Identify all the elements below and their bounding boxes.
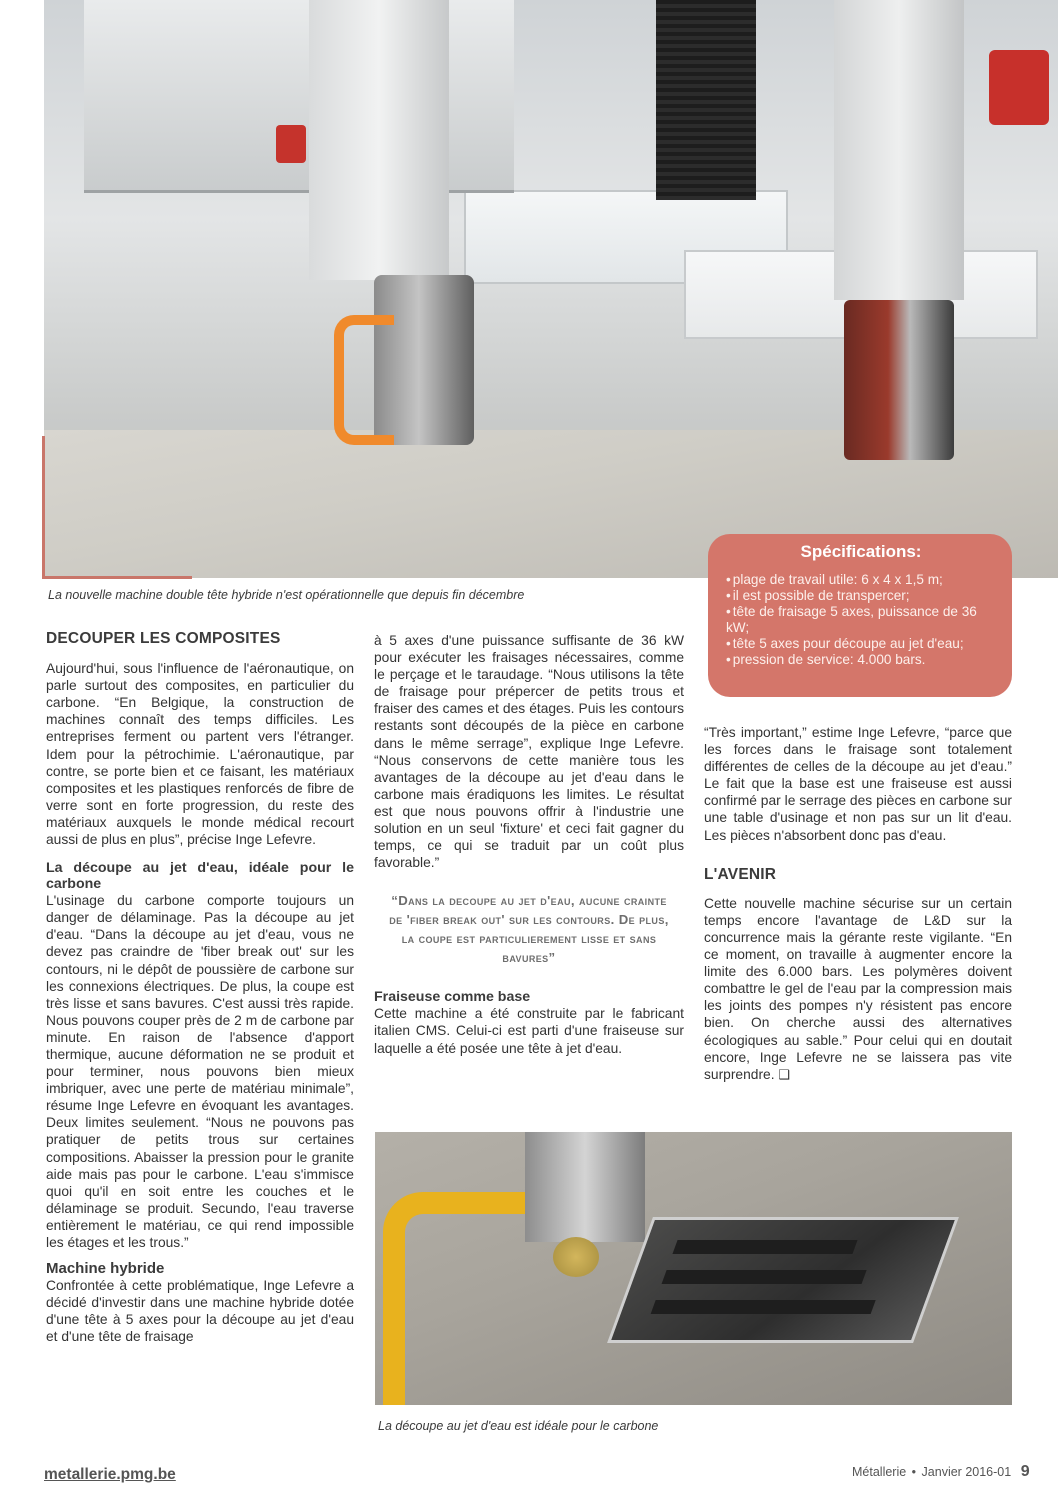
machine-photo-top — [44, 0, 1058, 578]
website-link[interactable]: metallerie.pmg.be — [44, 1466, 176, 1483]
paragraph: Confrontée à cette problématique, Inge Lefevre a décidé d'investir dans une machine hybride dotée d'une tête à 5 axes pour la découpe au jet d'eau et d'une tête de fraisage — [46, 1278, 354, 1345]
footer-info — [852, 1463, 1030, 1481]
photo-stripe — [651, 1300, 876, 1314]
bullet-separator: • — [911, 1465, 917, 1479]
photo-c-frame — [383, 1192, 525, 1405]
specs-item: • tête de fraisage 5 axes, puissance de 36 kW; — [726, 604, 996, 636]
photo-caption-bottom: La découpe au jet d'eau est idéale pour le carbone — [378, 1419, 659, 1433]
specs-title: Spécifications: — [800, 542, 922, 561]
pull-quote: “Dans la decoupe au jet d'eau, aucune crainte de 'fiber break out' sur les contours. De plus, la coupe est particulierement lisse et sans bavures” — [389, 893, 669, 966]
subsection-heading: Machine hybride — [46, 1260, 165, 1278]
photo-milling-head — [844, 300, 954, 460]
specs-list — [726, 572, 996, 668]
paragraph: L'usinage du carbone comporte toujours un danger de délaminage. Pas la découpe au jet d'eau. “Dans la découpe au jet d'eau, vous ne devez pas craindre de 'fiber break out' sur les contours, ni le dépôt de poussière de carbone sur les connexions électriques. De plus, la coupe est très lisse et sans bavures. C'est aussi très rapide. Nous pouvons couper près de 2 m de carbone par minute. En raison de l'absence d'apport thermique, aucune déformation ne se produit et pour terminer, nous pouvons bien mieux imbriquer, avec une perte de matériau minimale”, résume Inge Lefevre en évoquant les avantages. Deux limites seulement. “Nous ne pouvons pas pratiquer de petits trous sur certaines compositions. Abaisser la pression pour le granite aide mais pas pour le carbone. L'eau s'immisce quoi qu'il en soit entre les couches et le délaminage se produit. Secundo, l'eau traverse entièrement le matériau, ce qui rend impossible les étages et les trous.” — [46, 893, 354, 1250]
column-1 — [46, 630, 354, 1345]
paragraph: “Très important,” estime Inge Lefevre, “parce que les forces dans le fraisage sont totalement différentes de celles de la découpe au jet d'eau.” Le fait que la base est une fraiseuse est aussi confirmé par le serrage des pièces en carbone sur une table d'usinage et non pas sur un lit d'eau. Les pièces n'absorbent donc pas d'eau. — [704, 725, 1012, 843]
specs-item: • tête 5 axes pour découpe au jet d'eau; — [726, 636, 996, 652]
photo-brush — [553, 1237, 599, 1277]
waterjet-photo-bottom — [375, 1132, 1012, 1405]
end-mark-icon: ❑ — [778, 1066, 791, 1082]
subsection-heading: La découpe au jet d'eau, idéale pour le carbone — [46, 860, 354, 893]
specs-box — [708, 534, 1012, 697]
paragraph-text: Cette nouvelle machine sécurise sur un certain temps encore l'avantage de L&D sur la concurrence mais la gérante reste vigilante. “En ce moment, on travaille à augmenter encore la limite des 6.000 bars. Les polymères doivent combattre le gel de l'eau par la compression mais les joints des pompes n'y résistent pas encore bien. On cherche aussi des alternatives écologiques au sable.” Pour celui qui en doutait encore, Inge Lefevre ne se laissera pas vite surprendre. — [704, 895, 1012, 1082]
accent-line — [42, 436, 45, 578]
paragraph: Aujourd'hui, sous l'influence de l'aéronautique, on parle surtout des composites, en particulier du carbone. “En Belgique, la construction de machines connaît des temps difficiles. Les entreprises ferment ou partent vers l'étranger. Idem pour la pétrochimie. L'aéronautique, par contre, se porte bien et ce faisant, les matériaux composites et les plastiques renforcés de fibre de verre sont en forte progression, du reste des matériaux auxquels le monde médical recourt aussi de plus en plus”, précise Inge Lefevre. — [46, 661, 354, 848]
photo-bellows — [656, 0, 756, 200]
specs-item: • pression de service: 4.000 bars. — [726, 652, 996, 668]
magazine-name: Métallerie — [852, 1465, 907, 1479]
photo-caption-top: La nouvelle machine double tête hybride n'est opérationnelle que depuis fin décembre — [48, 588, 525, 602]
paragraph — [704, 895, 1012, 1083]
specs-item: • il est possible de transpercer; — [726, 588, 996, 604]
photo-carbon-plate — [607, 1217, 959, 1343]
column-3 — [704, 724, 1012, 1083]
photo-motor — [989, 50, 1049, 125]
specs-item: • plage de travail utile: 6 x 4 x 1,5 m; — [726, 572, 996, 588]
photo-motor — [276, 125, 306, 163]
photo-gantry — [84, 0, 514, 193]
section-heading: DECOUPER LES COMPOSITES — [46, 630, 281, 647]
page-number: 9 — [1020, 1463, 1030, 1480]
photo-stripe — [662, 1270, 867, 1284]
subsection-heading: Fraiseuse comme base — [374, 989, 531, 1006]
section-heading: L'AVENIR — [704, 865, 777, 883]
accent-line — [42, 576, 192, 579]
photo-column — [309, 0, 449, 280]
photo-stripe — [672, 1240, 857, 1254]
paragraph: Cette machine a été construite par le fabricant italien CMS. Celui-ci est parti d'une fraiseuse sur laquelle a été posée une tête à jet d'eau. — [374, 1006, 684, 1056]
column-2 — [374, 632, 684, 1057]
photo-column — [834, 0, 964, 300]
photo-spindle — [525, 1132, 645, 1242]
paragraph: à 5 axes d'une puissance suffisante de 36 kW pour exécuter les fraisages nécessaires, comme le perçage et le taraudage. “Nous utilisons la tête de fraisage pour prépercer de petits trous et fraiser des cames et des étages. Puis les contours restants sont découpés de la pièce en carbone dans le même serrage”, explique Inge Lefevre. “Nous conservons de cette manière tous les avantages de la découpe au jet d'eau dans le carbone mais éradiquons les limites. Le résultat est que nous pouvons offrir à l'industrie une solution en un seul 'fixture' et ceci fait gagner du temps, ce qui se traduit par un coût plus favorable.” — [374, 633, 684, 871]
issue-date: Janvier 2016-01 — [921, 1465, 1012, 1479]
photo-c-frame — [334, 315, 394, 445]
